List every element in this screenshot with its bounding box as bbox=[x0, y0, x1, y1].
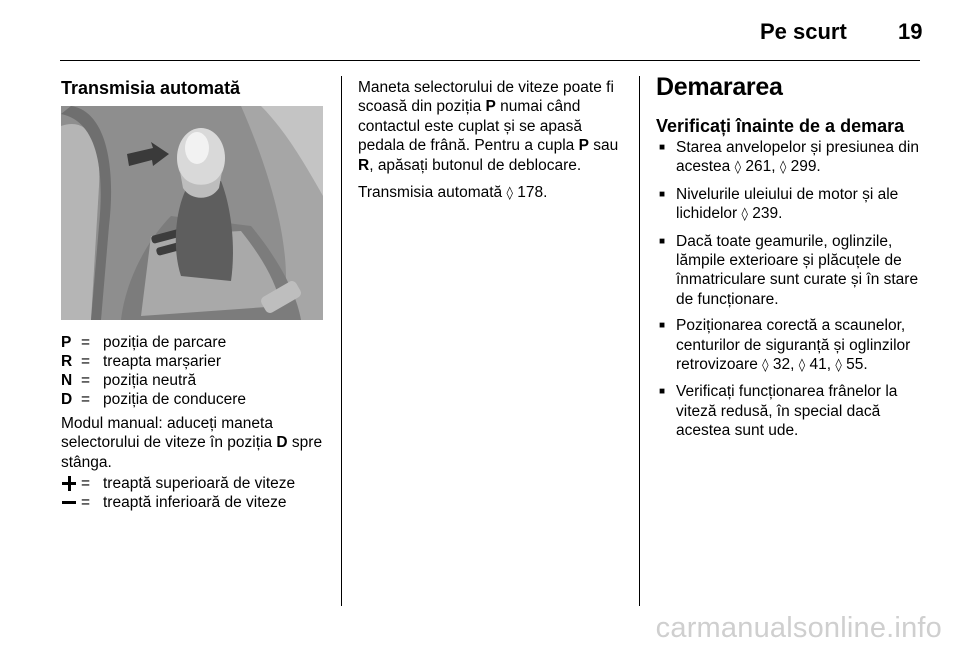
position-description: poziția neutră bbox=[103, 372, 197, 389]
bullet-icon: ■ bbox=[659, 320, 666, 332]
equals-sign: = bbox=[81, 494, 91, 511]
gear-selector-illustration bbox=[61, 106, 323, 320]
equals-sign: = bbox=[81, 391, 91, 408]
shift-row-down bbox=[61, 493, 295, 512]
position-p: P bbox=[578, 137, 589, 155]
list-item-text: Dacă toate geamurile, oglinzile, lămpile exterioare și plăcuțele de înmatriculare sunt curate și în stare de funcționare. bbox=[676, 232, 919, 308]
list-item-text: Starea anvelopelor și presiunea din acestea bbox=[676, 139, 919, 176]
position-row-n bbox=[61, 371, 246, 390]
list-item bbox=[656, 185, 924, 225]
position-r: R bbox=[358, 156, 370, 174]
position-row-d bbox=[61, 390, 246, 409]
shift-description: treaptă inferioară de viteze bbox=[103, 494, 287, 511]
cross-reference-page: 178. bbox=[512, 184, 548, 202]
list-item-text: 239. bbox=[747, 205, 783, 223]
plus-icon bbox=[61, 474, 81, 493]
list-item-text: 299. bbox=[786, 158, 821, 176]
body-text: contactul este cuplat și se apasă bbox=[358, 117, 583, 135]
page-ref-icon: ◊ bbox=[779, 160, 787, 176]
position-description: poziția de parcare bbox=[103, 334, 227, 351]
manual-position-d: D bbox=[276, 434, 288, 452]
list-item-text: 32, bbox=[768, 356, 799, 374]
position-key: N bbox=[61, 372, 73, 389]
manual-shift-list bbox=[61, 474, 295, 512]
equals-sign: = bbox=[81, 353, 91, 370]
body-text: scoasă din poziția bbox=[358, 98, 486, 116]
list-item-text: Poziționarea corectă a scaunelor, centurilor de siguranță și oglinzilor retrovizoare bbox=[676, 317, 911, 374]
list-item bbox=[656, 232, 924, 310]
page-ref-icon: ◊ bbox=[506, 186, 513, 202]
body-text: numai când bbox=[495, 98, 581, 116]
bullet-icon: ■ bbox=[659, 142, 666, 153]
position-key: D bbox=[61, 391, 73, 408]
watermark: carmanualsonline.info bbox=[655, 612, 942, 644]
list-item bbox=[656, 138, 924, 178]
page-ref-icon: ◊ bbox=[741, 207, 748, 223]
body-text: , apăsați butonul de deblocare. bbox=[369, 156, 582, 174]
selector-lever-text bbox=[358, 78, 630, 211]
list-item-text: Nivelurile uleiului de motor și ale lichidelor bbox=[676, 185, 899, 223]
page-number: 19 bbox=[898, 19, 923, 44]
column-divider-left bbox=[341, 76, 342, 606]
cross-reference-text: Transmisia automată bbox=[358, 184, 507, 202]
position-description: poziția de conducere bbox=[103, 391, 247, 408]
list-item bbox=[656, 316, 924, 375]
selector-lever-paragraph bbox=[358, 78, 630, 175]
section-title-automatic-transmission: Transmisia automată bbox=[61, 78, 241, 98]
manual-text: stânga. bbox=[61, 453, 112, 471]
minus-icon bbox=[61, 493, 81, 512]
list-item bbox=[656, 382, 924, 440]
list-item-text: 41, bbox=[805, 356, 836, 374]
position-p: P bbox=[485, 98, 496, 116]
running-header-title: Pe scurt bbox=[760, 19, 847, 44]
section-title-starting: Demararea bbox=[656, 73, 783, 101]
manual-text: Modul manual: aduceți maneta bbox=[61, 415, 273, 432]
list-item-text: Verificați funcționarea frânelor la viteză redusă, în special dacă acestea sunt ude. bbox=[676, 383, 898, 440]
manual-text: spre bbox=[287, 434, 323, 452]
shift-row-up bbox=[61, 474, 295, 493]
position-key: R bbox=[61, 353, 73, 370]
position-row-p bbox=[61, 333, 246, 352]
column-divider-right bbox=[639, 76, 640, 606]
page-ref-icon: ◊ bbox=[798, 358, 806, 374]
equals-sign: = bbox=[81, 334, 91, 351]
body-text: pedala de frână. Pentru a cupla bbox=[358, 137, 579, 155]
bullet-icon: ■ bbox=[659, 188, 666, 200]
manual-text: selectorului de viteze în poziția bbox=[61, 434, 277, 452]
gear-positions-list bbox=[61, 333, 246, 409]
list-item-text: 55. bbox=[841, 356, 868, 374]
equals-sign: = bbox=[81, 372, 91, 389]
body-text: Maneta selectorului de viteze poate fi bbox=[358, 79, 614, 96]
page-ref-icon: ◊ bbox=[762, 358, 769, 374]
body-text: sau bbox=[588, 137, 619, 155]
shift-description: treaptă superioară de viteze bbox=[103, 475, 296, 492]
position-description: treapta marșarier bbox=[103, 353, 222, 370]
manual-mode-paragraph bbox=[61, 414, 329, 472]
bullet-icon: ■ bbox=[659, 386, 666, 398]
checklist bbox=[656, 138, 924, 448]
page-ref-icon: ◊ bbox=[835, 358, 842, 374]
cross-reference-paragraph bbox=[358, 183, 630, 203]
bullet-icon: ■ bbox=[659, 235, 666, 247]
position-row-r bbox=[61, 352, 246, 371]
subsection-title-checks: Verificați înainte de a demara bbox=[656, 116, 905, 136]
header-rule bbox=[60, 60, 920, 61]
list-item-text: 261, bbox=[741, 158, 780, 176]
equals-sign: = bbox=[81, 475, 91, 492]
position-key: P bbox=[61, 334, 72, 351]
page-ref-icon: ◊ bbox=[734, 160, 742, 176]
